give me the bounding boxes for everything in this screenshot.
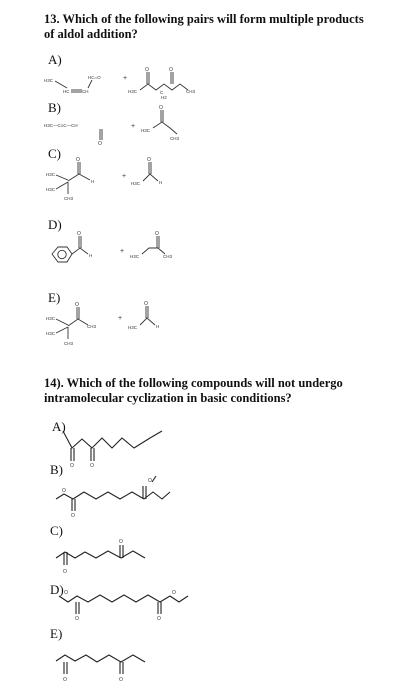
q13-a-enal-structure — [44, 75, 101, 94]
svg-text:O: O — [71, 513, 75, 519]
svg-text:O: O — [63, 569, 67, 575]
svg-text:H3C: H3C — [131, 181, 141, 186]
svg-text:O: O — [98, 141, 102, 147]
q13-a-plus: + — [123, 75, 128, 82]
svg-text:O: O — [119, 539, 123, 545]
svg-text:HC=O: HC=O — [88, 75, 101, 80]
svg-text:H: H — [91, 179, 95, 184]
q14-b-keto-ester-structure — [56, 476, 170, 519]
svg-text:O: O — [70, 463, 74, 469]
svg-text:H3C: H3C — [44, 78, 54, 83]
q13-d-plus: + — [120, 248, 125, 255]
svg-text:O: O — [62, 488, 66, 494]
svg-text:O: O — [76, 157, 80, 163]
svg-text:O: O — [155, 231, 159, 237]
svg-text:O: O — [144, 301, 148, 307]
q13-e-plus: + — [118, 315, 123, 322]
q14-c-diketone-structure — [56, 539, 145, 575]
svg-text:O: O — [75, 616, 79, 622]
q13-d-benzaldehyde-structure — [52, 231, 92, 262]
svg-text:CH: CH — [82, 89, 89, 94]
q14-a-diketone-structure — [63, 431, 162, 469]
q13-b-plus: + — [131, 123, 136, 130]
q13-b-ynal-structure — [44, 123, 102, 147]
question-14-title — [44, 376, 343, 406]
q13-option-c-label: C) — [48, 146, 61, 161]
svg-text:CH3: CH3 — [87, 324, 97, 329]
q13-b-ketone-structure — [141, 105, 179, 141]
q13-option-e-label: E) — [48, 290, 61, 305]
svg-text:H3C: H3C — [46, 172, 56, 177]
q13-c-acetaldehyde-structure — [131, 157, 162, 186]
svg-text:H: H — [159, 180, 163, 185]
svg-text:H3C: H3C — [128, 89, 138, 94]
svg-text:O: O — [77, 231, 81, 237]
q13-d-butanone-structure — [130, 231, 172, 259]
q13-a-diketone-structure — [128, 67, 195, 100]
question-14-line2: intramolecular cyclization in basic conditions? — [44, 391, 292, 405]
q14-option-b-label: B) — [50, 462, 63, 477]
svg-text:O: O — [75, 302, 79, 308]
q14-option-c-label: C) — [50, 523, 63, 538]
svg-text:H2: H2 — [161, 95, 167, 100]
q13-option-a-label: A) — [48, 52, 62, 67]
svg-text:O: O — [90, 463, 94, 469]
svg-text:CH3: CH3 — [163, 254, 173, 259]
svg-text:CH3: CH3 — [186, 89, 196, 94]
svg-text:CH3: CH3 — [170, 136, 180, 141]
svg-text:H: H — [89, 253, 93, 258]
q14-d-diester-structure — [59, 590, 188, 622]
svg-text:O: O — [64, 590, 68, 596]
svg-text:H3C: H3C — [46, 316, 56, 321]
svg-text:H3C—C≡C—CH: H3C—C≡C—CH — [44, 123, 78, 128]
svg-text:C: C — [160, 90, 164, 95]
svg-text:H: H — [156, 324, 160, 329]
svg-text:O: O — [169, 67, 173, 73]
svg-text:O: O — [145, 67, 149, 73]
svg-text:O: O — [159, 105, 163, 111]
svg-text:H3C: H3C — [46, 331, 56, 336]
q14-option-d-label: D) — [50, 582, 64, 597]
svg-text:O: O — [172, 590, 176, 596]
svg-text:O: O — [63, 677, 67, 683]
svg-text:HC: HC — [63, 89, 70, 94]
svg-text:O: O — [147, 157, 151, 163]
svg-text:H3C: H3C — [128, 325, 138, 330]
q13-option-d-label: D) — [48, 217, 62, 232]
question-13-line2: of aldol addition? — [44, 27, 138, 41]
svg-text:CH3: CH3 — [64, 196, 74, 201]
svg-text:O: O — [119, 677, 123, 683]
svg-text:CH3: CH3 — [64, 341, 74, 346]
svg-text:H3C: H3C — [46, 187, 56, 192]
q13-c-plus: + — [122, 173, 127, 180]
q13-c-pivaldehyde-structure — [46, 157, 94, 201]
q13-e-acetaldehyde-structure — [128, 301, 159, 330]
svg-text:H3C: H3C — [130, 254, 140, 259]
q13-e-pinacolone-structure — [46, 302, 96, 346]
q14-e-diketone-structure — [56, 655, 145, 683]
question-14-line1: 14). Which of the following compounds will not undergo — [44, 376, 343, 390]
svg-text:H3C: H3C — [141, 128, 151, 133]
q14-option-a-label: A) — [52, 419, 66, 434]
svg-text:O: O — [148, 478, 152, 484]
q13-option-b-label: B) — [48, 100, 61, 115]
question-13-line1: 13. Which of the following pairs will form multiple products — [44, 12, 364, 26]
q14-option-e-label: E) — [50, 626, 63, 641]
svg-text:O: O — [157, 616, 161, 622]
